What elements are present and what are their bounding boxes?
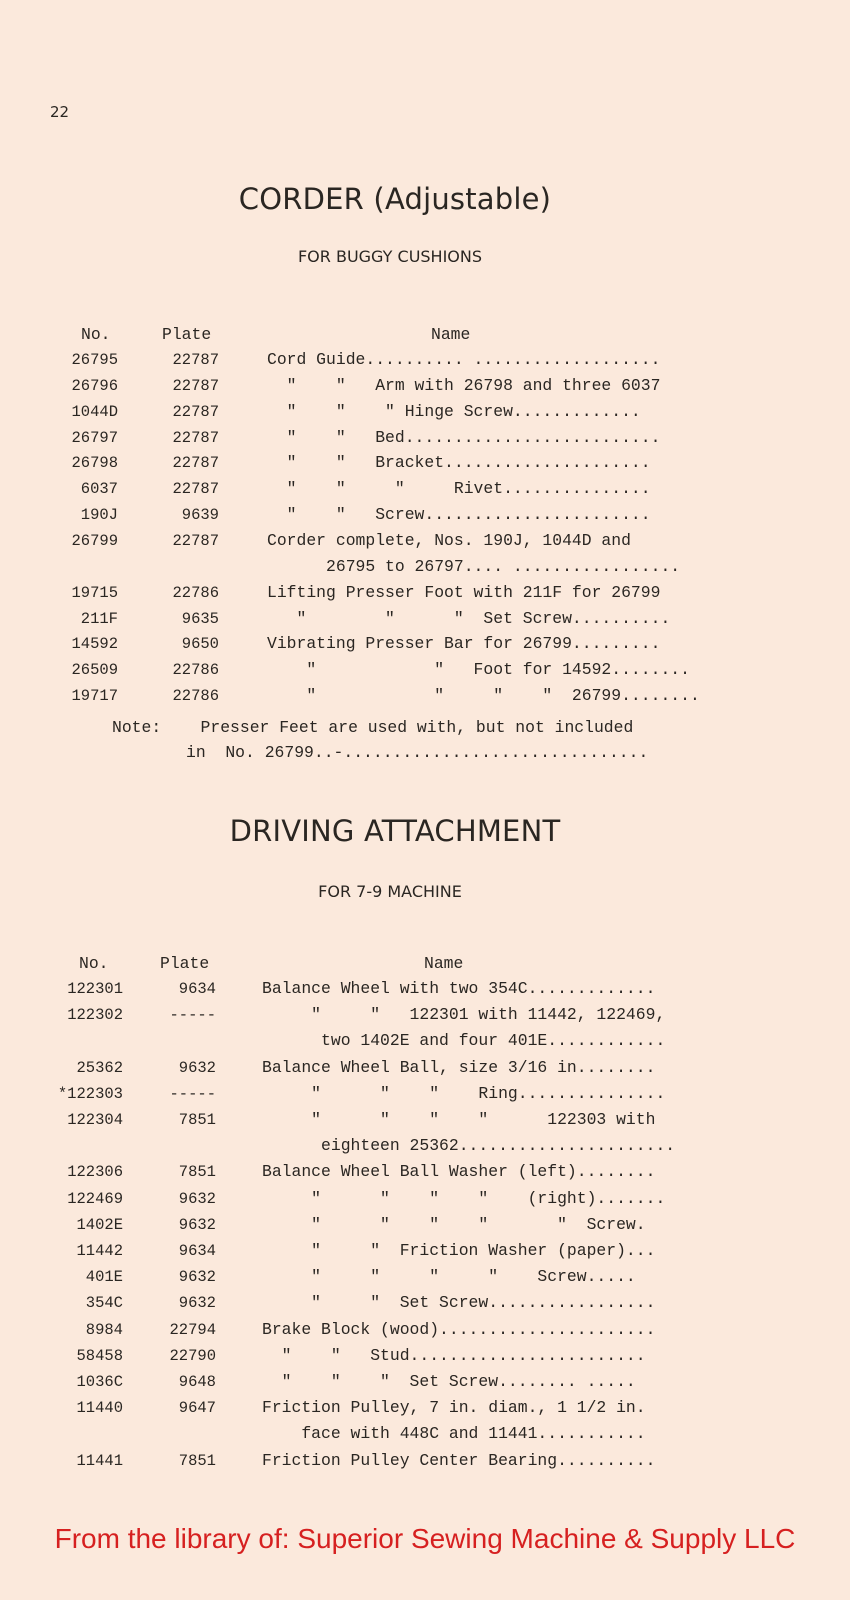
plate-number: 22790 <box>169 1347 216 1365</box>
plate-number: 9647 <box>178 1399 216 1417</box>
part-number: 26795 <box>71 351 118 369</box>
plate-number: 9648 <box>178 1373 216 1391</box>
part-number: 11440 <box>76 1399 123 1417</box>
part-name: " " Foot for 14592........ <box>267 660 690 679</box>
part-name: " " Bed.......................... <box>267 428 661 447</box>
part-number: 14592 <box>71 635 118 653</box>
plate-number: 22794 <box>169 1321 216 1339</box>
part-number: 25362 <box>76 1059 123 1077</box>
plate-number: 9634 <box>178 980 216 998</box>
plate-number: ----- <box>169 1006 216 1024</box>
part-name: " " Arm with 26798 and three 6037 <box>267 376 661 395</box>
part-number: 11442 <box>76 1242 123 1260</box>
part-name: " " Set Screw................. <box>262 1293 656 1312</box>
corder-note-line-2: in No. 26799..-............................... <box>186 743 649 762</box>
column-header-plate: Plate <box>160 954 210 973</box>
footer-credit: From the library of: Superior Sewing Machine & Supply LLC <box>54 1523 796 1554</box>
page-number: 22 <box>50 103 70 121</box>
column-header-no: No. <box>81 325 111 344</box>
part-name: " " " Rivet............... <box>267 479 651 498</box>
part-number: 122306 <box>67 1163 123 1181</box>
part-name: " " " Ring............... <box>262 1084 666 1103</box>
part-name: " " 122301 with 11442, 122469, <box>262 1005 666 1024</box>
corder-note-line-1: Note: Presser Feet are used with, but not included <box>112 718 634 737</box>
part-number: 122469 <box>67 1190 123 1208</box>
part-number: 354C <box>85 1294 123 1312</box>
part-name: " " " Hinge Screw............. <box>267 402 641 421</box>
part-name: " " " Set Screw.......... <box>267 609 671 628</box>
part-name: " " " Set Screw........ ..... <box>262 1372 636 1391</box>
plate-number: 22787 <box>172 480 219 498</box>
part-name: eighteen 25362...................... <box>262 1136 676 1155</box>
part-name: " " " " Screw..... <box>262 1267 636 1286</box>
part-name: Cord Guide.......... ................... <box>267 350 661 369</box>
plate-number: 9635 <box>181 610 219 628</box>
section-subtitle-driving: FOR 7-9 MACHINE <box>318 882 462 901</box>
part-name: " " Stud........................ <box>262 1346 646 1365</box>
part-number: 8984 <box>85 1321 123 1339</box>
plate-number: ----- <box>169 1085 216 1103</box>
part-name: Friction Pulley Center Bearing.......... <box>262 1451 656 1470</box>
plate-number: 9632 <box>178 1190 216 1208</box>
part-number: 26796 <box>71 377 118 395</box>
part-name: " " " " 26799........ <box>267 686 700 705</box>
part-name: Balance Wheel Ball Washer (left)........ <box>262 1162 656 1181</box>
part-number: 190J <box>80 506 118 524</box>
plate-number: 22787 <box>172 532 219 550</box>
plate-number: 22787 <box>172 454 219 472</box>
plate-number: 9634 <box>178 1242 216 1260</box>
part-number: *122303 <box>57 1085 123 1103</box>
plate-number: 22786 <box>172 661 219 679</box>
part-name: " " " " (right)....... <box>262 1189 666 1208</box>
part-name: Brake Block (wood)...................... <box>262 1320 656 1339</box>
part-name: Corder complete, Nos. 190J, 1044D and <box>267 531 631 550</box>
part-number: 26799 <box>71 532 118 550</box>
section-title-corder: CORDER (Adjustable) <box>238 182 552 216</box>
column-header-name: Name <box>431 325 471 344</box>
part-name: Vibrating Presser Bar for 26799......... <box>267 634 661 653</box>
part-name: " " Screw....................... <box>267 505 651 524</box>
section-subtitle-corder: FOR BUGGY CUSHIONS <box>297 247 483 266</box>
part-number: 122302 <box>67 1006 123 1024</box>
part-number: 1044D <box>71 403 118 421</box>
column-header-plate: Plate <box>162 325 212 344</box>
column-header-no: No. <box>79 954 109 973</box>
part-number: 58458 <box>76 1347 123 1365</box>
part-name: Lifting Presser Foot with 211F for 26799 <box>267 583 661 602</box>
part-name: Balance Wheel with two 354C............. <box>262 979 656 998</box>
plate-number: 7851 <box>178 1452 216 1470</box>
plate-number: 22786 <box>172 687 219 705</box>
part-name: " " " " 122303 with <box>262 1110 656 1129</box>
part-name: " " Bracket..................... <box>267 453 651 472</box>
part-name: Balance Wheel Ball, size 3/16 in........ <box>262 1058 656 1077</box>
part-number: 1402E <box>76 1216 123 1234</box>
part-name: " " Friction Washer (paper)... <box>262 1241 656 1260</box>
part-name: " " " " " Screw. <box>262 1215 646 1234</box>
part-number: 1036C <box>76 1373 123 1391</box>
plate-number: 22787 <box>172 351 219 369</box>
section-title-driving: DRIVING ATTACHMENT <box>229 814 561 848</box>
plate-number: 9632 <box>178 1059 216 1077</box>
plate-number: 22787 <box>172 429 219 447</box>
plate-number: 22787 <box>172 377 219 395</box>
plate-number: 9650 <box>181 635 219 653</box>
part-number: 6037 <box>80 480 118 498</box>
part-name: face with 448C and 11441........... <box>262 1424 646 1443</box>
part-number: 211F <box>80 610 118 628</box>
part-number: 26797 <box>71 429 118 447</box>
part-number: 401E <box>85 1268 123 1286</box>
plate-number: 9632 <box>178 1294 216 1312</box>
part-number: 26798 <box>71 454 118 472</box>
part-name: 26795 to 26797.... ................. <box>267 557 681 576</box>
part-name: Friction Pulley, 7 in. diam., 1 1/2 in. <box>262 1398 646 1417</box>
part-number: 19717 <box>71 687 118 705</box>
part-number: 19715 <box>71 584 118 602</box>
part-number: 11441 <box>76 1452 123 1470</box>
part-number: 122304 <box>67 1111 123 1129</box>
plate-number: 22787 <box>172 403 219 421</box>
plate-number: 22786 <box>172 584 219 602</box>
column-header-name: Name <box>424 954 464 973</box>
plate-number: 7851 <box>178 1163 216 1181</box>
plate-number: 9632 <box>178 1268 216 1286</box>
plate-number: 9632 <box>178 1216 216 1234</box>
part-name: two 1402E and four 401E............ <box>262 1031 666 1050</box>
part-number: 26509 <box>71 661 118 679</box>
plate-number: 9639 <box>181 506 219 524</box>
part-number: 122301 <box>67 980 123 998</box>
plate-number: 7851 <box>178 1111 216 1129</box>
